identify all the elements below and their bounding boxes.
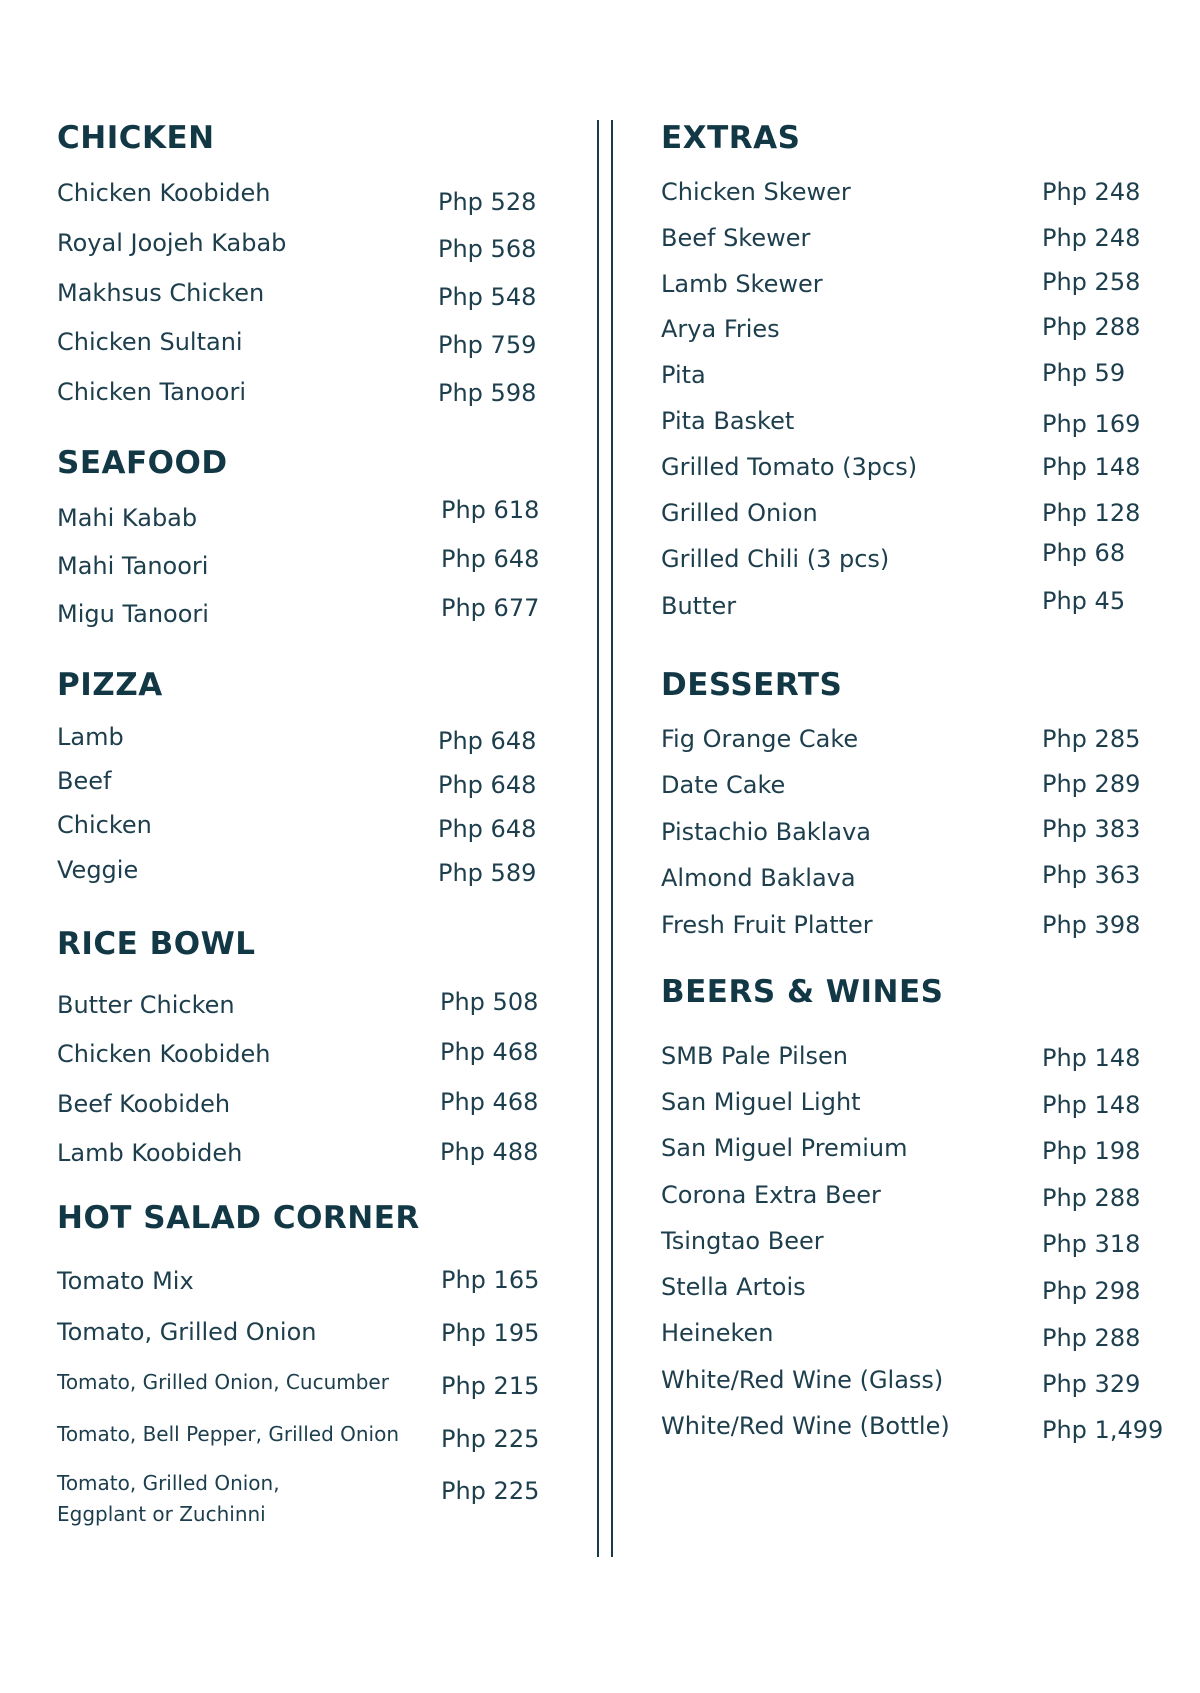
- section-title-beers-wines: BEERS & WINES: [661, 974, 944, 1010]
- section-title-rice-bowl: RICE BOWL: [57, 926, 256, 962]
- menu-item-name: Chicken Tanoori: [57, 378, 246, 406]
- menu-item-name: Lamb: [57, 723, 124, 751]
- menu-item-price: Php 383: [1042, 815, 1141, 843]
- menu-item-price: Php 68: [1042, 539, 1126, 567]
- menu-item-name: San Miguel Premium: [661, 1134, 908, 1162]
- menu-item-name-continued: Eggplant or Zuchinni: [57, 1502, 266, 1526]
- column-divider-right-line: [611, 120, 613, 1557]
- menu-item-price: Php 648: [438, 727, 537, 755]
- menu-item-price: Php 225: [441, 1425, 540, 1453]
- menu-item-price: Php 288: [1042, 1324, 1141, 1352]
- menu-item-name: Chicken: [57, 811, 152, 839]
- menu-item-name: White/Red Wine (Bottle): [661, 1412, 950, 1440]
- menu-item-name: Chicken Skewer: [661, 178, 851, 206]
- menu-item-price: Php 468: [440, 1038, 539, 1066]
- menu-item-price: Php 648: [438, 771, 537, 799]
- menu-item-name: SMB Pale Pilsen: [661, 1042, 848, 1070]
- menu-item-name: Fig Orange Cake: [661, 725, 859, 753]
- menu-item-price: Php 45: [1042, 587, 1126, 615]
- section-title-seafood: SEAFOOD: [57, 445, 228, 481]
- menu-item-name: Pistachio Baklava: [661, 818, 871, 846]
- menu-item-name: Lamb Skewer: [661, 270, 823, 298]
- menu-item-name: Chicken Sultani: [57, 328, 243, 356]
- menu-item-name: Tsingtao Beer: [661, 1227, 824, 1255]
- menu-item-price: Php 548: [438, 283, 537, 311]
- menu-item-name: Mahi Kabab: [57, 504, 198, 532]
- menu-item-name: Chicken Koobideh: [57, 1040, 271, 1068]
- menu-item-name: Butter Chicken: [57, 991, 235, 1019]
- menu-item-name: Heineken: [661, 1319, 774, 1347]
- menu-item-price: Php 195: [441, 1319, 540, 1347]
- menu-item-name: Grilled Chili (3 pcs): [661, 545, 890, 573]
- menu-item-name: Butter: [661, 592, 737, 620]
- menu-item-name: Tomato, Bell Pepper, Grilled Onion: [57, 1422, 400, 1446]
- menu-item-price: Php 215: [441, 1372, 540, 1400]
- menu-item-price: Php 258: [1042, 268, 1141, 296]
- menu-item-name: Veggie: [57, 856, 139, 884]
- menu-item-name: Tomato, Grilled Onion, Cucumber: [57, 1370, 389, 1394]
- menu-item-name: Almond Baklava: [661, 864, 856, 892]
- menu-item-price: Php 165: [441, 1266, 540, 1294]
- menu-item-name: Grilled Tomato (3pcs): [661, 453, 918, 481]
- menu-item-price: Php 488: [440, 1138, 539, 1166]
- menu-item-name: Chicken Koobideh: [57, 179, 271, 207]
- menu-item-price: Php 759: [438, 331, 537, 359]
- menu-item-price: Php 398: [1042, 911, 1141, 939]
- menu-item-name: Tomato, Grilled Onion,: [57, 1471, 280, 1495]
- menu-item-price: Php 288: [1042, 313, 1141, 341]
- menu-item-name: Fresh Fruit Platter: [661, 911, 873, 939]
- menu-item-name: Stella Artois: [661, 1273, 806, 1301]
- menu-item-price: Php 1,499: [1042, 1416, 1164, 1444]
- menu-item-price: Php 128: [1042, 499, 1141, 527]
- menu-item-name: Beef Skewer: [661, 224, 811, 252]
- menu-item-price: Php 568: [438, 235, 537, 263]
- menu-item-price: Php 528: [438, 188, 537, 216]
- menu-item-name: Grilled Onion: [661, 499, 818, 527]
- menu-item-price: Php 169: [1042, 410, 1141, 438]
- menu-item-price: Php 148: [1042, 453, 1141, 481]
- menu-item-price: Php 363: [1042, 861, 1141, 889]
- section-title-hot-salad-corner: HOT SALAD CORNER: [57, 1200, 420, 1236]
- menu-item-price: Php 248: [1042, 224, 1141, 252]
- menu-item-name: Pita Basket: [661, 407, 795, 435]
- menu-item-price: Php 648: [438, 815, 537, 843]
- menu-item-name: Mahi Tanoori: [57, 552, 209, 580]
- menu-item-name: Date Cake: [661, 771, 786, 799]
- section-title-chicken: CHICKEN: [57, 120, 215, 156]
- menu-item-price: Php 148: [1042, 1044, 1141, 1072]
- menu-item-price: Php 318: [1042, 1230, 1141, 1258]
- menu-item-name: Royal Joojeh Kabab: [57, 229, 287, 257]
- menu-item-price: Php 225: [441, 1477, 540, 1505]
- menu-item-name: Corona Extra Beer: [661, 1181, 881, 1209]
- menu-item-price: Php 598: [438, 379, 537, 407]
- menu-item-price: Php 677: [441, 594, 540, 622]
- menu-item-price: Php 59: [1042, 359, 1126, 387]
- menu-item-name: Beef Koobideh: [57, 1090, 231, 1118]
- menu-item-name: Lamb Koobideh: [57, 1139, 243, 1167]
- menu-item-price: Php 285: [1042, 725, 1141, 753]
- menu-item-price: Php 198: [1042, 1137, 1141, 1165]
- menu-item-name: Beef: [57, 767, 112, 795]
- menu-item-name: Pita: [661, 361, 706, 389]
- section-title-pizza: PIZZA: [57, 667, 163, 703]
- column-divider-left-line: [597, 120, 599, 1557]
- menu-item-price: Php 618: [441, 496, 540, 524]
- menu-item-price: Php 288: [1042, 1184, 1141, 1212]
- menu-item-price: Php 508: [440, 988, 539, 1016]
- menu-item-name: Tomato Mix: [57, 1267, 194, 1295]
- menu-item-price: Php 648: [441, 545, 540, 573]
- menu-item-price: Php 298: [1042, 1277, 1141, 1305]
- section-title-extras: EXTRAS: [661, 120, 801, 156]
- menu-item-name: White/Red Wine (Glass): [661, 1366, 944, 1394]
- menu-item-price: Php 468: [440, 1088, 539, 1116]
- menu-item-price: Php 148: [1042, 1091, 1141, 1119]
- menu-item-price: Php 329: [1042, 1370, 1141, 1398]
- menu-item-name: Arya Fries: [661, 315, 780, 343]
- menu-item-name: Migu Tanoori: [57, 600, 209, 628]
- menu-item-name: Makhsus Chicken: [57, 279, 265, 307]
- section-title-desserts: DESSERTS: [661, 667, 843, 703]
- menu-item-price: Php 248: [1042, 178, 1141, 206]
- menu-item-name: Tomato, Grilled Onion: [57, 1318, 317, 1346]
- menu-item-price: Php 589: [438, 859, 537, 887]
- menu-item-name: San Miguel Light: [661, 1088, 861, 1116]
- menu-item-price: Php 289: [1042, 770, 1141, 798]
